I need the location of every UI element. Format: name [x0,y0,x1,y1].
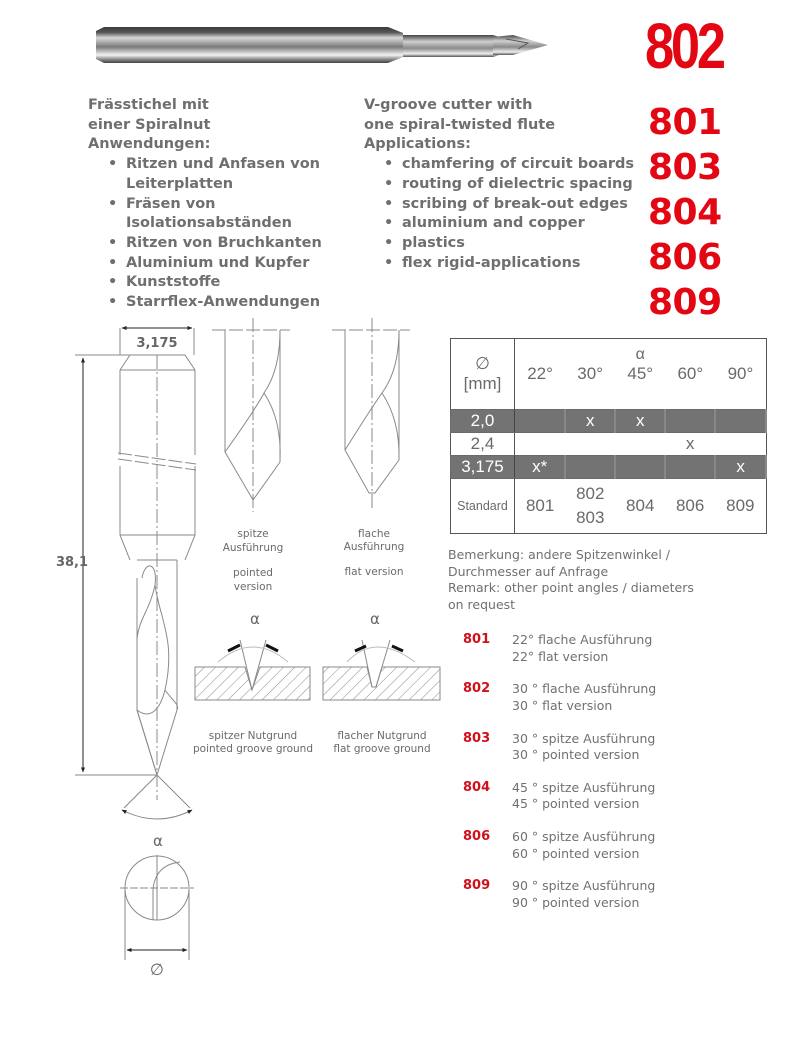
table-cell [565,456,615,479]
version-de: 22° flache Ausführung [512,632,653,647]
version-en: 45 ° pointed version [512,796,640,812]
total-length-label: 38,1 [55,555,89,570]
table-cell: x* [515,456,566,479]
pointed-tip-drawing [212,318,290,593]
version-item [463,632,763,681]
table-cell: x [565,410,615,433]
related-codes [648,100,738,325]
applications-list [88,155,368,313]
pointed-label-de-1: spitze [237,528,269,540]
table-row [451,456,767,479]
remark-en-line: on request [448,596,516,612]
groove-pointed-de: spitzer Nutgrund [208,730,298,742]
flat-groove-drawing [323,610,440,755]
version-code: 804 [463,779,491,795]
angle-header-cell: 22° [527,364,553,383]
technical-drawing [0,318,450,1045]
list-item: • Fräsen von Isolationsabständen [108,195,368,234]
table-row [451,433,767,456]
version-code: 806 [463,829,491,845]
title-line: one spiral-twisted flute [364,116,556,133]
alpha-symbol: α [250,610,260,628]
product-photo [88,25,568,67]
version-item [463,731,763,780]
diameter-symbol: ∅ [150,960,164,979]
description-german [88,96,368,313]
list-item: • Ritzen von Bruchkanten [108,234,368,254]
table-cell [715,433,766,456]
neck [403,35,506,57]
version-de: 30 ° flache Ausführung [512,681,657,697]
standard-code: 801 [515,479,566,534]
version-item [463,681,763,730]
related-code: 809 [648,282,722,323]
groove-flat-en: flat groove ground [333,743,431,755]
version-de: 90 ° spitze Ausführung [512,878,656,894]
related-code: 806 [648,237,722,278]
pointed-label-en-1: pointed [233,567,273,579]
flat-label-de-1: flache [358,528,390,540]
table-cell: x [615,410,665,433]
pointed-groove-drawing [193,610,313,755]
title-line: Frässtichel mit [88,97,209,113]
list-item: • Kunststoffe [108,273,368,293]
version-de: 60 ° spitze Ausführung [512,829,656,845]
unit-label: [mm] [463,374,502,393]
version-en: 30 ° pointed version [512,747,640,763]
alpha-symbol: α [635,346,645,363]
version-en: 30 ° flat version [512,697,613,713]
diameter-cell: 2,0 [451,410,515,433]
standard-code: 804 [615,479,665,534]
table-cell [715,410,766,433]
remark-de-line: Bemerkung: andere Spitzenwinkel / [448,547,671,562]
applications-heading: Anwendungen: [88,136,211,153]
flat-label-de-2: Ausführung [343,541,405,553]
flat-tip-drawing [332,318,410,578]
version-code: 801 [463,632,491,647]
list-item: • aluminium and copper [384,214,654,234]
related-code: 801 [648,102,722,143]
cutting-tip [493,35,548,55]
version-item [463,829,763,878]
version-item [463,878,763,927]
angle-header [515,339,767,410]
list-item: • Starrflex-Anwendungen [108,293,368,313]
shank-diameter-label: 3,175 [136,336,178,351]
pointed-label-de-2: Ausführung [222,542,284,554]
remark [448,547,748,613]
angle-header-cell: 90° [727,364,754,383]
related-code: 803 [648,147,722,188]
angle-header-cell: 30° [577,364,603,383]
version-de: 30 ° spitze Ausführung [512,730,656,746]
title-line: V-groove cutter with [364,97,533,113]
spec-table [450,338,767,534]
table-cell [515,433,566,456]
diameter-header [451,339,515,410]
table-cell [615,433,665,456]
version-code: 809 [463,878,491,894]
list-item: • scribing of break-out edges [384,195,654,215]
list-item: • plastics [384,234,654,254]
groove-pointed-en: pointed groove ground [192,743,314,755]
standard-label: Standard [451,479,515,534]
angle-header-cell: 45° [627,364,654,383]
applications-heading: Applications: [364,136,471,153]
flat-label-en: flat version [344,566,404,578]
title-line: einer Spiralnut [88,116,211,133]
table-cell [615,456,665,479]
version-code: 802 [463,681,491,697]
remark-de-line: Durchmesser auf Anfrage [448,563,609,579]
pointed-label-en-2: version [233,581,273,593]
list-item: • chamfering of circuit boards [384,155,654,175]
version-en: 22° flat version [512,648,609,664]
side-view-drawing [56,328,196,979]
version-code: 803 [463,730,491,746]
description-english [364,96,654,273]
versions-list [463,632,763,928]
standard-code: 802 803 [565,479,615,534]
groove-flat-de: flacher Nutgrund [337,730,427,742]
table-cell [565,433,615,456]
standard-row [451,479,767,534]
table-cell [515,410,566,433]
angle-header-cell: 60° [677,364,704,383]
version-en: 60 ° pointed version [512,845,640,861]
list-item: • flex rigid-applications [384,254,654,274]
diameter-symbol: ∅ [475,354,490,373]
table-cell: x [685,434,695,453]
remark-en-line: Remark: other point angles / diameters [448,580,694,595]
alpha-symbol: α [370,610,380,628]
list-item: • routing of dielectric spacing [384,175,654,195]
table-cell [665,456,715,479]
standard-code: 806 [665,479,715,534]
version-item [463,780,763,829]
table-cell: x [715,456,766,479]
standard-code: 809 [715,479,766,534]
applications-list [364,155,654,273]
shank [96,27,403,63]
version-de: 45 ° spitze Ausführung [512,779,656,795]
table-cell [665,410,715,433]
diameter-cell: 2,4 [451,433,515,456]
diameter-cell: 3,175 [451,456,515,479]
alpha-symbol: α [153,832,163,850]
related-code: 804 [648,192,722,233]
list-item: • Ritzen und Anfasen von Leiterplatten [108,155,368,194]
main-product-code: 802 [645,10,723,82]
version-en: 90 ° pointed version [512,894,640,910]
list-item: • Aluminium und Kupfer [108,254,368,274]
table-header-row [451,339,767,410]
table-row [451,410,767,433]
